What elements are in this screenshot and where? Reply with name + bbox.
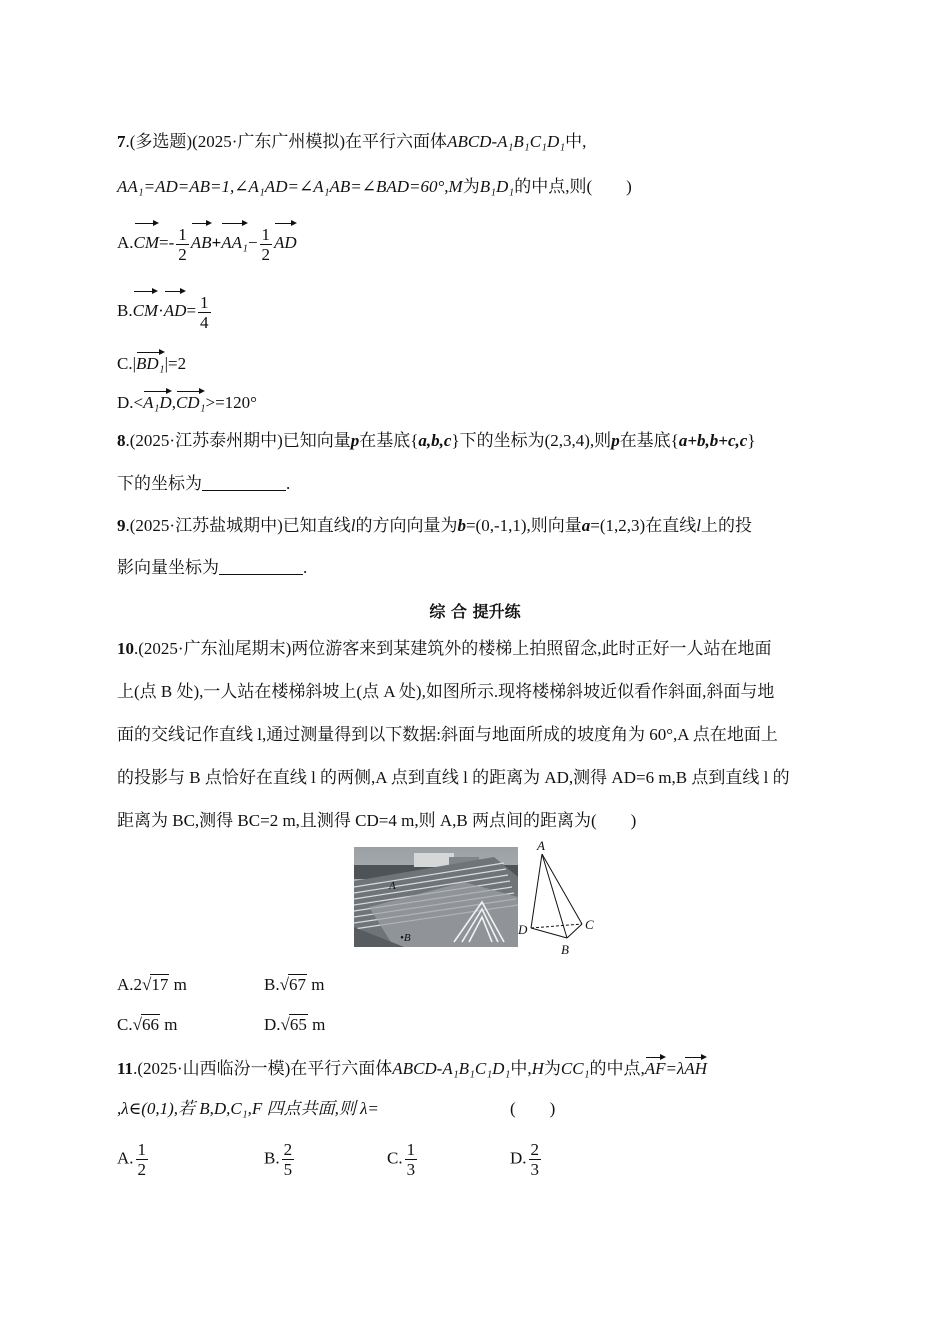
- q10-option-b[interactable]: [264, 974, 324, 995]
- q9-stem-line2: [117, 557, 307, 579]
- q7-option-d[interactable]: [117, 388, 257, 414]
- vector-aa1: AA₁: [221, 220, 248, 262]
- fraction: $\frac{2}{5}$: [283, 1140, 293, 1179]
- q10-stem-line3: 面的交线记作直线 l,通过测量得到以下数据:斜面与地面所成的坡度角为 60°,A 点在地面上: [117, 725, 778, 744]
- vector-b: b: [457, 516, 466, 535]
- q11-option-a[interactable]: [117, 1140, 150, 1179]
- fig-label-d: D: [518, 922, 528, 937]
- q10-stem-line1: [117, 638, 771, 660]
- q11-stem-line2: [117, 1098, 379, 1120]
- math-text: =: [186, 301, 197, 320]
- math-text: =-: [159, 233, 175, 252]
- vector-bd1: BD₁: [136, 349, 165, 375]
- math-text: +: [211, 233, 222, 252]
- q11-option-d[interactable]: [510, 1140, 543, 1179]
- line-l: l: [696, 516, 701, 535]
- line-l: l: [350, 516, 356, 535]
- q11-option-c[interactable]: [387, 1140, 419, 1179]
- q11-option-b[interactable]: [264, 1140, 296, 1179]
- fig-label-a: A: [537, 838, 545, 853]
- photo-label-a: A: [389, 880, 396, 892]
- unit: m: [306, 975, 325, 994]
- q9-text: 影向量坐标为: [117, 558, 219, 577]
- q8-stem-line1: [117, 430, 756, 452]
- q8-number: 8: [117, 431, 126, 450]
- q7-option-c[interactable]: [117, 349, 186, 375]
- q11-answer-paren[interactable]: ( ): [510, 1099, 556, 1118]
- q11-solid: ABCD-A₁B₁C₁D₁: [392, 1059, 511, 1078]
- fraction: $\frac{1}{4}$: [200, 292, 209, 332]
- option-label: D.<: [117, 393, 144, 412]
- q10-text: .(2025·广东汕尾期末)两位游客来到某建筑外的楼梯上拍照留念,此时正好一人站在地面: [134, 639, 772, 658]
- q8-text: .(2025·江苏泰州期中)已知向量: [125, 431, 351, 450]
- q9-text: .(2025·江苏盐城期中)已知直线: [125, 516, 351, 535]
- option-label: A.: [117, 233, 134, 252]
- radical-sign: √: [279, 975, 289, 994]
- q7-point-m: M: [448, 177, 463, 196]
- q10-option-d[interactable]: [264, 1014, 325, 1035]
- option-label: C.|: [117, 354, 136, 373]
- math-text: =λ: [665, 1059, 685, 1078]
- math-text: |=2: [164, 354, 187, 373]
- q9-answer-blank[interactable]: [219, 559, 303, 575]
- unit: m: [307, 1015, 326, 1034]
- math-text: ·: [158, 301, 164, 320]
- fraction: $\frac{1}{2}$: [261, 224, 271, 264]
- q10-stem-line2: 上(点 B 处),一人站在楼梯斜坡上(点 A 处),如图所示.现将楼梯斜坡近似看作斜面,斜面与地: [117, 682, 775, 701]
- q7-solid: ABCD-A₁B₁C₁D₁: [447, 132, 566, 151]
- radicand: 17: [151, 975, 169, 994]
- fraction: $\frac{2}{3}$: [530, 1140, 540, 1179]
- vector-ad: AD: [164, 288, 187, 330]
- fraction: $\frac{1}{2}$: [178, 224, 187, 264]
- vector-ab: AB: [191, 220, 212, 262]
- option-label: D.: [510, 1148, 527, 1168]
- basis-1: a,b,c: [418, 431, 452, 450]
- photo-label-b: •B: [400, 932, 411, 944]
- segment-cc1: CC₁: [560, 1059, 590, 1078]
- vector-cd1: CD₁: [176, 388, 206, 414]
- q10-stem-line5: 距离为 BC,测得 BC=2 m,且测得 CD=4 m,则 A,B 两点间的距离为( ): [117, 811, 637, 830]
- q11-text: 的中点,: [589, 1059, 645, 1078]
- q10-figure: [518, 838, 602, 958]
- pyramid-figure: [518, 842, 602, 958]
- radicand: 65: [289, 1015, 307, 1034]
- vector-cm: CM: [134, 220, 160, 262]
- q7-source: .(多选题)(2025·广东广州模拟)在平行六面体: [125, 132, 448, 151]
- q7-text: 中,: [565, 132, 587, 151]
- q7-text: 为: [462, 177, 480, 196]
- q7-stem-line2: [117, 176, 632, 198]
- section-title: 综 合 提升练: [429, 602, 521, 621]
- q8-text: 下的坐标为: [117, 474, 202, 493]
- vector-a1d: A₁D: [143, 388, 172, 414]
- vector-p: p: [350, 431, 360, 450]
- q8-answer-blank[interactable]: [202, 475, 286, 491]
- q7-conditions: AA₁=AD=AB=1,∠A₁AD=∠A₁AB=∠BAD=60°,: [117, 177, 449, 196]
- q9-number: 9: [117, 516, 126, 535]
- vector-ah: AH: [684, 1054, 707, 1080]
- q8-text: 在基底{: [619, 431, 679, 450]
- q9-text: 上的投: [700, 516, 752, 535]
- radical-sign: √: [132, 1015, 142, 1034]
- q8-text: 在基底{: [359, 431, 419, 450]
- q11-condition: ,λ∈(0,1),若 B,D,C₁,F 四点共面,则 λ=: [117, 1099, 379, 1118]
- q10-stem-line4: 的投影与 B 点恰好在直线 l 的两侧,A 点到直线 l 的距离为 AD,测得 AD=6 m,B 点到直线 l 的: [117, 768, 790, 787]
- q7-option-b[interactable]: [117, 288, 213, 332]
- fig-label-c: C: [585, 917, 594, 932]
- q7-number: 7: [117, 132, 126, 151]
- basis-2: a+b,b+c,c: [678, 431, 748, 450]
- math-text: ,: [171, 393, 176, 412]
- option-label: C.: [387, 1148, 403, 1168]
- q9-text: =(1,2,3)在直线: [590, 516, 697, 535]
- q9-text: .: [303, 558, 308, 577]
- q9-text: 的方向向量为: [355, 516, 458, 535]
- math-text: −: [247, 233, 258, 252]
- q7-segment: B₁D₁: [479, 177, 515, 196]
- fraction: $\frac{1}{2}$: [137, 1140, 147, 1179]
- point-h: H: [531, 1059, 544, 1078]
- q8-stem-line2: [117, 473, 290, 495]
- unit: m: [159, 1015, 178, 1034]
- q10-number: 10: [117, 639, 134, 658]
- radical-sign: √: [142, 975, 152, 994]
- vector-a: a: [581, 516, 591, 535]
- q11-text: 中,: [510, 1059, 532, 1078]
- option-label: C.: [117, 1015, 133, 1034]
- vector-cm: CM: [133, 288, 159, 330]
- option-label: B.: [264, 975, 280, 994]
- math-text: >=120°: [205, 393, 257, 412]
- option-label: A.2: [117, 975, 143, 994]
- q7-option-a[interactable]: [117, 220, 297, 264]
- vector-ad: AD: [274, 220, 297, 262]
- fig-label-b: B: [561, 942, 569, 957]
- fraction: $\frac{1}{3}$: [406, 1140, 416, 1179]
- q8-text: .: [286, 474, 291, 493]
- radicand: 67: [288, 975, 306, 994]
- q10-option-a[interactable]: [117, 974, 187, 995]
- option-label: B.: [264, 1148, 280, 1168]
- q10-photo: [354, 847, 518, 947]
- q11-text: .(2025·山西临汾一模)在平行六面体: [133, 1059, 393, 1078]
- q11-text: 为: [543, 1059, 561, 1078]
- radicand: 66: [141, 1015, 159, 1034]
- unit: m: [169, 975, 187, 994]
- q8-text: }下的坐标为(2,3,4),则: [451, 431, 612, 450]
- vector-af: AF: [645, 1054, 666, 1080]
- vector-p: p: [611, 431, 620, 450]
- q11-number: 11: [117, 1059, 134, 1078]
- q7-stem-line1: [117, 131, 586, 153]
- q11-stem-line1: [117, 1054, 707, 1080]
- q9-text: =(0,-1,1),则向量: [465, 516, 582, 535]
- q10-option-c[interactable]: [117, 1014, 177, 1035]
- q8-text: }: [747, 431, 756, 450]
- option-label: B.: [117, 301, 133, 320]
- q7-text: 的中点,则( ): [514, 177, 632, 196]
- option-label: D.: [264, 1015, 281, 1034]
- q9-stem-line1: [117, 515, 752, 537]
- option-label: A.: [117, 1148, 134, 1168]
- radical-sign: √: [280, 1015, 290, 1034]
